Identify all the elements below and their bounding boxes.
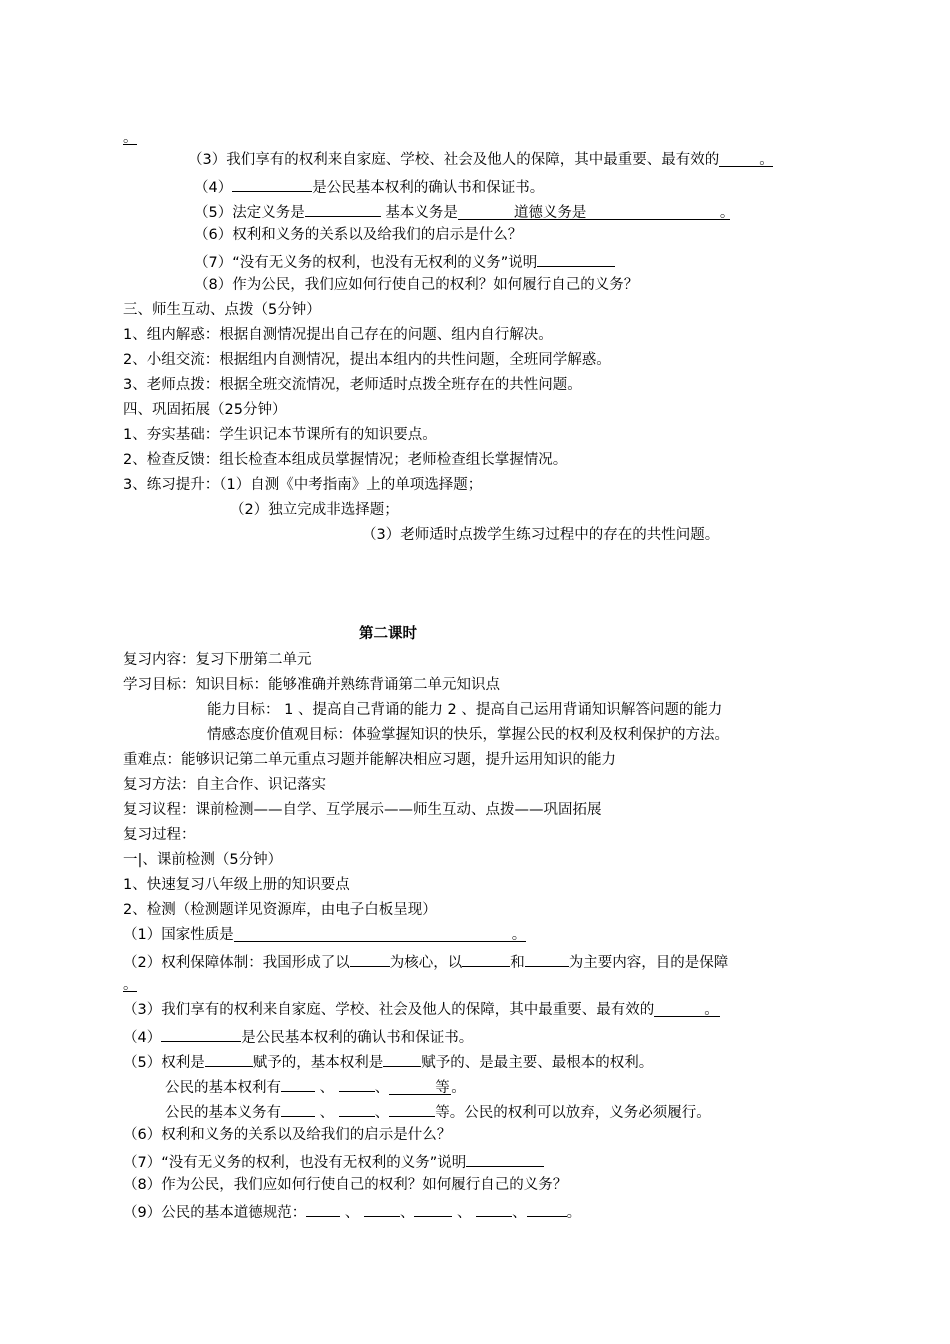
blank [462, 950, 510, 967]
section3-item: 1、组内解惑：根据自测情况提出自己存在的问题、组内自行解决。 [123, 327, 553, 343]
lesson2-q5-rights: 公民的基本权利有 、 、 等 。 [165, 1075, 466, 1095]
top-q3: （3）我们享有的权利来自家庭、学校、社会及他人的保障，其中最重要、最有效的 。 [188, 152, 774, 168]
blank [281, 1100, 315, 1117]
lesson2-process: 复习过程： [123, 827, 196, 843]
section4-item: 3、练习提升：（1）自测《中考指南》上的单项选择题； [123, 477, 483, 493]
lesson2-key: 重难点：能够识记第二单元重点习题并能解决相应习题，提升运用知识的能力 [123, 752, 616, 768]
section4-sub: （2）独立完成非选择题； [230, 502, 399, 518]
lesson2-q2-end [123, 975, 137, 995]
blank [383, 1050, 421, 1067]
lesson2-q3: （3）我们享有的权利来自家庭、学校、社会及他人的保障，其中最重要、最有效的 。 [123, 1002, 719, 1018]
blank [537, 250, 615, 267]
section3-title: 三、师生互动、点拨（5分钟） [123, 302, 321, 318]
lesson2-q5: （5）权利是 赋予的，基本权利是 赋予的、是最主要、最根本的权利。 [123, 1050, 653, 1070]
blank [161, 1025, 241, 1042]
section4-item: 2、检查反馈：组长检查本组成员掌握情况；老师检查组长掌握情况。 [123, 452, 568, 468]
section3-item: 3、老师点拨：根据全班交流情况，老师适时点拨全班存在的共性问题。 [123, 377, 582, 393]
section4-item: 1、夯实基础：学生识记本节课所有的知识要点。 [123, 427, 437, 443]
section3-item: 2、小组交流：根据组内自测情况，提出本组内的共性问题，全班同学解惑。 [123, 352, 611, 368]
dot-line [123, 128, 137, 148]
blank [525, 950, 569, 967]
lesson2-heading: 第二课时 [359, 626, 417, 642]
lesson2-method: 复习方法：自主合作、识记落实 [123, 777, 326, 793]
blank [527, 1200, 567, 1217]
blank [232, 175, 312, 192]
lesson2-goal: 学习目标：知识目标：能够准确并熟练背诵第二单元知识点 [123, 677, 500, 693]
lesson2-q1: （1）国家性质是 。 [123, 927, 527, 943]
top-q6: （6）权利和义务的关系以及给我们的启示是什么？ [194, 227, 523, 243]
blank [414, 1200, 452, 1217]
section4-title: 四、巩固拓展（25分钟） [123, 402, 287, 418]
blank [339, 1100, 375, 1117]
lesson2-ability: 能力目标： 1 、提高自己背诵的能力 2 、提高自己运用背诵知识解答问题的能力 [207, 702, 723, 718]
blank [281, 1075, 315, 1092]
lesson2-s1: 1、快速复习八年级上册的知识要点 [123, 877, 350, 893]
top-q4: （4） 是公民基本权利的确认书和保证书。 [194, 175, 544, 195]
lesson2-procedure: 复习议程：课前检测——自学、互学展示——师生互动、点拨——巩固拓展 [123, 802, 602, 818]
lesson2-q4: （4） 是公民基本权利的确认书和保证书。 [123, 1025, 473, 1045]
blank: 。 [234, 925, 526, 942]
lesson2-q5-obligations: 公民的基本义务有 、 、 等。公民的权利可以放弃，义务必须履行。 [165, 1100, 711, 1120]
blank [466, 1150, 544, 1167]
lesson2-emotion: 情感态度价值观目标：体验掌握知识的快乐，掌握公民的权利及权利保护的方法。 [207, 727, 729, 743]
blank [364, 1200, 400, 1217]
lesson2-s2: 2、检测（检测题详见资源库，由电子白板呈现） [123, 902, 437, 918]
top-q5: （5）法定义务是 基本义务是 道德义务是 。 [194, 200, 730, 220]
section4-sub: （3）老师适时点拨学生练习过程中的存在的共性问题。 [362, 527, 720, 543]
blank: 。 [654, 1000, 720, 1017]
blank [389, 1100, 435, 1117]
lesson2-q8: （8）作为公民，我们应如何行使自己的权利？如何履行自己的义务？ [123, 1177, 568, 1193]
blank [476, 1200, 512, 1217]
lesson2-q9: （9）公民的基本道德规范： 、 、 、 、 。 [123, 1200, 581, 1220]
blank [205, 1050, 253, 1067]
lesson2-q7: （7）“没有无义务的权利，也没有无权利的义务”说明 [123, 1150, 544, 1170]
lesson2-q6: （6）权利和义务的关系以及给我们的启示是什么？ [123, 1127, 452, 1143]
lesson2-q2: （2）权利保障体制：我国形成了以 为核心，以 和 为主要内容，目的是保障 [123, 950, 728, 970]
blank [350, 950, 390, 967]
blank: 道德义务是 [458, 203, 638, 220]
blank: 。 [123, 130, 138, 146]
lesson2-content: 复习内容：复习下册第二单元 [123, 652, 312, 668]
blank: 。 [123, 977, 138, 993]
blank: 。 [719, 150, 773, 167]
blank [306, 1200, 340, 1217]
blank [339, 1075, 375, 1092]
top-q7: （7）“没有无义务的权利，也没有无权利的义务”说明 [194, 250, 615, 270]
blank: 。 [638, 203, 730, 220]
lesson2-sec1: 一|、课前检测（5分钟） [123, 852, 283, 868]
blank: 等 [389, 1078, 451, 1095]
top-q8: （8）作为公民，我们应如何行使自己的权利？如何履行自己的义务？ [194, 277, 639, 293]
blank [305, 200, 381, 217]
